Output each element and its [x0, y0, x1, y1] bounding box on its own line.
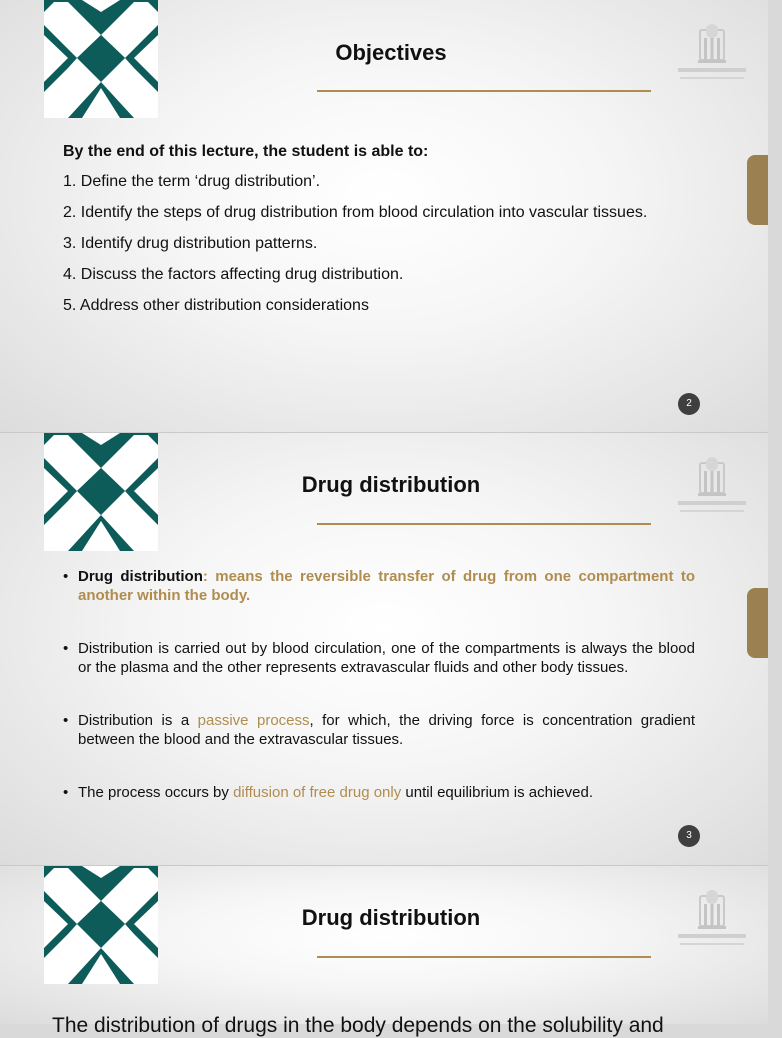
- objective-item: 3. Identify drug distribution patterns.: [63, 235, 318, 252]
- bullet-item: • Drug distribution: means the reversible transfer of drug from one compartment to another within the body.: [63, 568, 695, 604]
- slide-title: Drug distribution: [301, 905, 481, 930]
- bullet-text: Distribution is carried out by blood circulation, one of the compartments is always the blood or the plasma and the other represents extravascular fluids and other body tissues.: [78, 640, 695, 676]
- term-drug-distribution: Drug distribution: [78, 568, 203, 585]
- partial-body-text: The distribution of drugs in the body depends on the solubility and: [52, 1014, 664, 1037]
- highlight-passive-process: passive process: [197, 712, 310, 729]
- bullet-item: • Distribution is carried out by blood circulation, one of the compartments is always the blood or the plasma and the other represents extravascular fluids and other body tissues.: [63, 640, 695, 676]
- definition-text: : means the reversible transfer of drug from one compartment to another within the body.: [78, 568, 695, 604]
- page-number: 2: [678, 393, 700, 415]
- objective-item: 2. Identify the steps of drug distribution from blood circulation into vascular tissues.: [63, 204, 648, 221]
- title-underline: [317, 956, 651, 958]
- slide-drug-distribution: [0, 433, 768, 866]
- objectives-list: [63, 143, 695, 325]
- side-tab: [747, 155, 768, 225]
- slide-title: Drug distribution: [301, 472, 481, 497]
- slide-objectives: [0, 0, 768, 433]
- slide-drug-distribution-continued: [0, 866, 768, 1037]
- bullet-item: • Distribution is a passive process, for which, the driving force is concentration gradient between the blood and the extravascular tissues.: [63, 712, 695, 748]
- objective-item: 5. Address other distribution considerations: [63, 297, 369, 314]
- bullet-text: Distribution is a: [78, 712, 198, 729]
- objective-item: 1. Define the term ‘drug distribution’.: [63, 173, 321, 190]
- slide-title: Objectives: [335, 40, 447, 65]
- title-underline: [317, 90, 651, 92]
- bullet-item: • The process occurs by diffusion of free drug only until equilibrium is achieved.: [63, 784, 593, 801]
- bullet-text: until equilibrium is achieved.: [401, 784, 593, 801]
- page-number: 3: [678, 825, 700, 847]
- title-underline: [317, 523, 651, 525]
- side-tab: [747, 588, 768, 658]
- bullet-text: The process occurs by: [78, 784, 234, 801]
- objectives-intro: By the end of this lecture, the student is able to:: [63, 143, 429, 160]
- bullet-text: , for which, the driving force is concentration gradient between the blood and the extravascular tissues.: [78, 712, 695, 748]
- objective-item: 4. Discuss the factors affecting drug distribution.: [63, 266, 404, 283]
- highlight-free-drug: diffusion of free drug only: [233, 784, 402, 801]
- bullet-list: [63, 567, 695, 836]
